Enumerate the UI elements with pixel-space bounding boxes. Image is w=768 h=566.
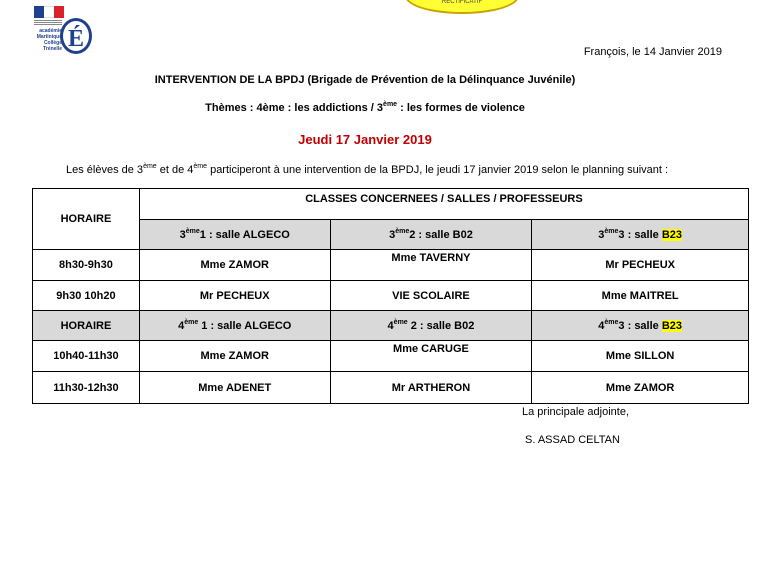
horaire-header-2: HORAIRE <box>33 311 140 341</box>
class-3-2-cell: 3ème2 : salle B02 <box>330 220 532 250</box>
time-cell: 8h30-9h30 <box>33 250 140 281</box>
class-4-2-cell: 4ème 2 : salle B02 <box>330 311 532 341</box>
group1-row <box>33 220 749 250</box>
time-cell: 9h30 10h20 <box>33 281 140 311</box>
teacher-cell: Mr PECHEUX <box>532 250 749 281</box>
teacher-cell: Mme ADENET <box>139 372 330 404</box>
class-4-1-cell: 4ème 1 : salle ALGECO <box>139 311 330 341</box>
themes-line: Thèmes : 4ème : les addictions / 3ème : les formes de violence <box>205 101 525 114</box>
teacher-cell: VIE SCOLAIRE <box>330 281 532 311</box>
republique-lines <box>34 20 62 26</box>
class-3-3-cell: 3ème3 : salle B23 <box>532 220 749 250</box>
planning-table <box>32 188 749 404</box>
document-title: INTERVENTION DE LA BPDJ (Brigade de Prévention de la Délinquance Juvénile) <box>154 74 576 86</box>
event-date: Jeudi 17 Janvier 2019 <box>298 132 432 147</box>
teacher-cell: Mr ARTHERON <box>330 372 532 404</box>
intro-text: Les élèves de 3ème et de 4ème participeront à une intervention de la BPDJ, le jeudi 17 janvier 2019 selon le planning suivant : <box>66 163 669 176</box>
time-cell: 11h30-12h30 <box>33 372 140 404</box>
rectificatif-badge: RECTIFICATIF <box>405 0 519 14</box>
classes-header: CLASSES CONCERNEES / SALLES / PROFESSEURS <box>139 189 748 220</box>
signature-name: S. ASSAD CELTAN <box>525 434 620 446</box>
table-header-row <box>33 189 749 220</box>
document-date: François, le 14 Janvier 2019 <box>583 46 722 58</box>
teacher-cell: Mme TAVERNY <box>330 250 532 281</box>
horaire-header: HORAIRE <box>33 189 140 250</box>
teacher-cell: Mme ZAMOR <box>139 250 330 281</box>
signature-role: La principale adjointe, <box>522 406 630 418</box>
time-cell: 10h40-11h30 <box>33 341 140 372</box>
group2-row <box>33 311 749 341</box>
teacher-cell: Mme ZAMOR <box>139 341 330 372</box>
class-4-3-cell: 4ème3 : salle B23 <box>532 311 749 341</box>
academy-logo <box>28 4 98 60</box>
teacher-cell: Mme CARUGE <box>330 341 532 372</box>
teacher-cell: Mme ZAMOR <box>532 372 749 404</box>
class-3-1-cell: 3ème1 : salle ALGECO <box>139 220 330 250</box>
teacher-cell: Mme MAITREL <box>532 281 749 311</box>
academy-text: académie Martinique Collège Trénelle <box>36 28 62 52</box>
table-row <box>33 250 749 281</box>
teacher-cell: Mme SILLON <box>532 341 749 372</box>
teacher-cell: Mr PECHEUX <box>139 281 330 311</box>
table-row <box>33 372 749 404</box>
marianne-flag-icon <box>34 6 64 18</box>
education-e-icon: É <box>60 18 92 54</box>
table-row <box>33 281 749 311</box>
table-row <box>33 341 749 372</box>
